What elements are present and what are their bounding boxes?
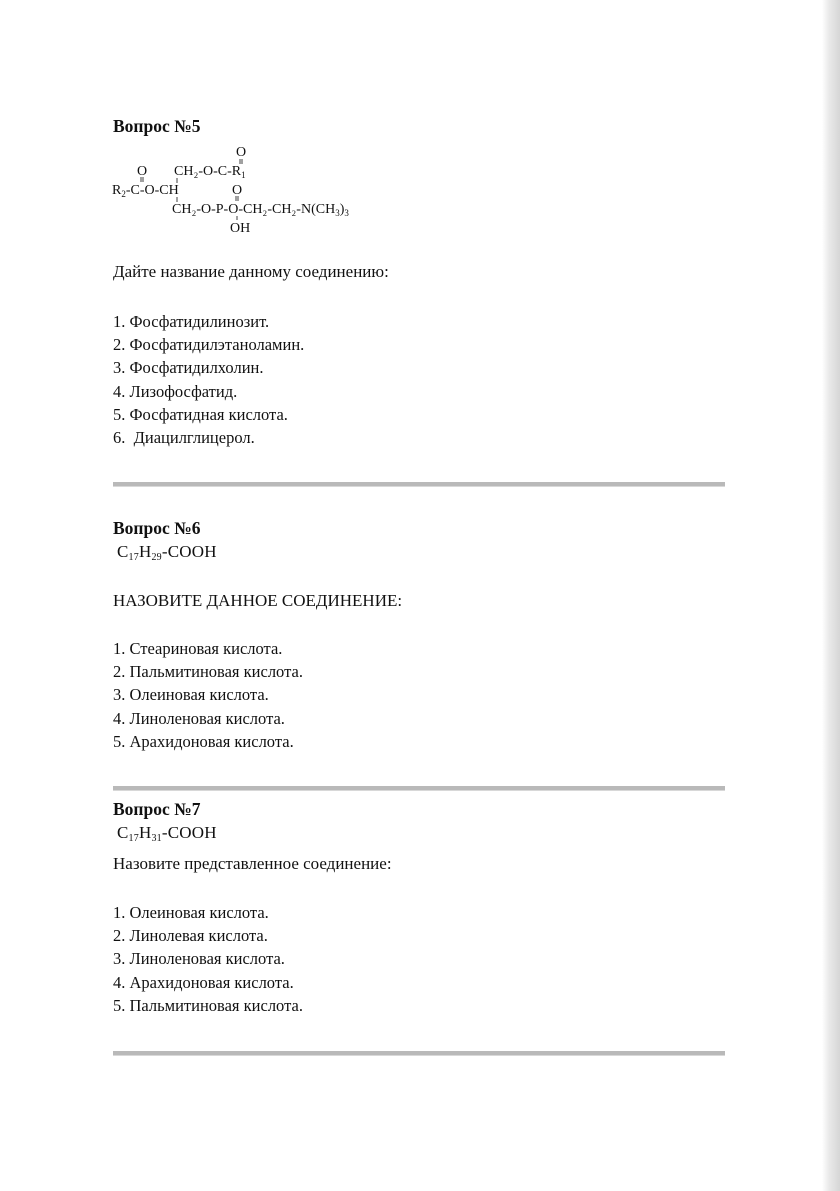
option-item: 2. Линолевая кислота. [113,926,268,946]
question-5-title: Вопрос №5 [113,116,201,136]
option-item: 5. Пальмитиновая кислота. [113,995,303,1015]
question-7-options [113,901,303,1017]
page-edge-shadow [822,0,840,1191]
upper-chain: CH₂-$O-C-R_1$ [174,164,246,180]
option-item: 4. Арахидоновая кислота. [113,972,294,992]
option-item: 3. Фосфатидилхолин. [113,358,264,378]
lower-chain: CH₂-$O-P-O-CH_2-CH_2-N(CH_3)_3$ [172,202,349,218]
option-item: 3. Линоленовая кислота. [113,949,285,969]
left-carbonyl-oxygen: O [137,164,148,179]
option-item: 6. Диацилглицерол. [113,427,255,447]
question-6-prompt: НАЗОВИТЕ ДАННОЕ СОЕДИНЕНИЕ: [113,591,403,610]
question-6-options [113,637,303,753]
section-divider [113,786,725,791]
phosphate-oxygen: O [232,183,243,198]
option-item: 1. Стеариновая кислота. [113,639,283,658]
question-7-prompt: Назовите представленное соединение: [113,854,392,873]
option-item: 4. Линоленовая кислота. [113,708,285,728]
question-5-options [113,310,304,449]
option-item: 2. Пальмитиновая кислота. [113,662,303,682]
option-item: 3. Олеиновая кислота. [113,685,269,705]
option-item: 5. Фосфатидная кислота. [113,404,288,424]
section-divider [113,482,725,487]
question-7-formula: $C_{17}H_{31}$-COOH [117,823,217,844]
section-divider [113,1051,725,1056]
option-item: 1. Олеиновая кислота. [113,903,269,922]
option-item: 1. Фосфатидилинозит. [113,312,270,331]
question-7-title: Вопрос №7 [113,799,201,819]
hydroxyl-group: OH [230,221,251,236]
option-item: 2. Фосфатидилэтаноламин. [113,335,305,355]
option-item: 4. Лизофосфатид. [113,381,238,401]
question-6-title: Вопрос №6 [113,518,201,538]
question-5-structural-formula [110,140,430,240]
option-item: 5. Арахидоновая кислота. [113,731,294,751]
left-acyl-group: $R_2-C-O-CH$ [112,183,179,199]
upper-carbonyl-oxygen: O [236,145,247,160]
question-6-formula: $C_{17}H_{29}$-COOH [117,542,217,563]
question-5-prompt: Дайте название данному соединению: [113,262,389,281]
